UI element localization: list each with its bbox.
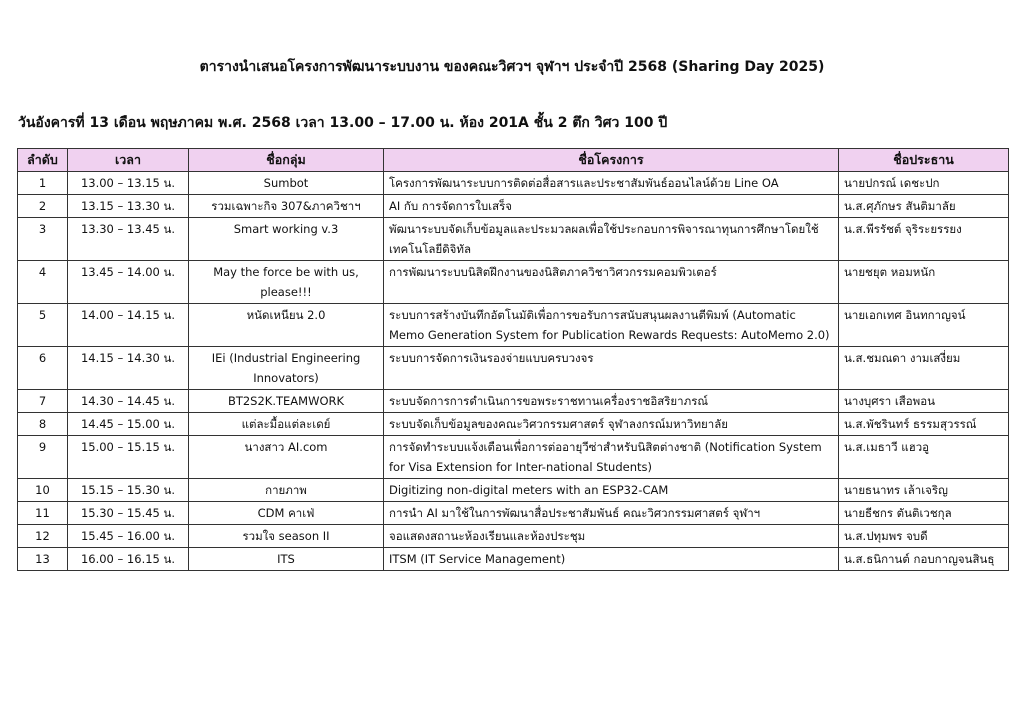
header-group-name: ชื่อกลุ่ม <box>189 149 384 172</box>
cell-chair-name: นายเอกเทศ อินทกาญจน์ <box>839 304 1009 347</box>
cell-group-name: IEi (Industrial Engineering Innovators) <box>189 347 384 390</box>
cell-chair-name: น.ส.ชมณดา งามเสงี่ยม <box>839 347 1009 390</box>
table-row <box>18 525 1009 548</box>
cell-project-name: จอแสดงสถานะห้องเรียนและห้องประชุม <box>384 525 839 548</box>
table-row <box>18 479 1009 502</box>
cell-group-name: Sumbot <box>189 172 384 195</box>
cell-order: 5 <box>18 304 68 347</box>
cell-time: 16.00 – 16.15 น. <box>68 548 189 571</box>
table-row <box>18 218 1009 261</box>
cell-chair-name: นายธีชกร ตันติเวชกุล <box>839 502 1009 525</box>
cell-chair-name: น.ส.เมธาวี แฮวอู <box>839 436 1009 479</box>
cell-time: 15.15 – 15.30 น. <box>68 479 189 502</box>
table-header-row <box>18 149 1009 172</box>
cell-order: 11 <box>18 502 68 525</box>
cell-project-name: ระบบจัดการการดำเนินการขอพระราชทานเครื่องราชอิสริยาภรณ์ <box>384 390 839 413</box>
cell-project-name: ระบบจัดเก็บข้อมูลของคณะวิศวกรรมศาสตร์ จุฬาลงกรณ์มหาวิทยาลัย <box>384 413 839 436</box>
cell-group-name: BT2S2K.TEAMWORK <box>189 390 384 413</box>
table-row <box>18 502 1009 525</box>
cell-order: 9 <box>18 436 68 479</box>
table-row <box>18 413 1009 436</box>
cell-group-name: แต่ละมื้อแต่ละเดย์ <box>189 413 384 436</box>
header-chair-name: ชื่อประธาน <box>839 149 1009 172</box>
cell-group-name: Smart working v.3 <box>189 218 384 261</box>
cell-project-name: โครงการพัฒนาระบบการติดต่อสื่อสารและประชาสัมพันธ์ออนไลน์ด้วย Line OA <box>384 172 839 195</box>
cell-chair-name: น.ส.พีรรัชต์ จุริระยรรยง <box>839 218 1009 261</box>
cell-project-name: การนำ AI มาใช้ในการพัฒนาสื่อประชาสัมพันธ์ คณะวิศวกรรมศาสตร์ จุฬาฯ <box>384 502 839 525</box>
cell-chair-name: น.ส.พัชรินทร์ ธรรมสุวรรณ์ <box>839 413 1009 436</box>
cell-project-name: การพัฒนาระบบนิสิตฝึกงานของนิสิตภาควิชาวิศวกรรมคอมพิวเตอร์ <box>384 261 839 304</box>
cell-order: 3 <box>18 218 68 261</box>
cell-time: 13.00 – 13.15 น. <box>68 172 189 195</box>
cell-group-name: รวมใจ season II <box>189 525 384 548</box>
cell-chair-name: น.ส.ศุภักษร สันติมาลัย <box>839 195 1009 218</box>
cell-chair-name: นางบุศรา เสือพอน <box>839 390 1009 413</box>
cell-project-name: Digitizing non-digital meters with an ESP32-CAM <box>384 479 839 502</box>
header-time: เวลา <box>68 149 189 172</box>
table-row <box>18 390 1009 413</box>
cell-project-name: การจัดทำระบบแจ้งเตือนเพื่อการต่ออายุวีซ่าสำหรับนิสิตต่างชาติ (Notification System for Visa Extension for Inter-national Students) <box>384 436 839 479</box>
cell-order: 13 <box>18 548 68 571</box>
table-row <box>18 304 1009 347</box>
cell-time: 15.00 – 15.15 น. <box>68 436 189 479</box>
cell-time: 13.45 – 14.00 น. <box>68 261 189 304</box>
table-row <box>18 347 1009 390</box>
cell-chair-name: นายชยุต หอมหนัก <box>839 261 1009 304</box>
cell-time: 13.30 – 13.45 น. <box>68 218 189 261</box>
cell-order: 8 <box>18 413 68 436</box>
cell-order: 6 <box>18 347 68 390</box>
document-title: ตารางนำเสนอโครงการพัฒนาระบบงาน ของคณะวิศวฯ จุฬาฯ ประจำปี 2568 (Sharing Day 2025) <box>199 59 825 75</box>
header-project-name: ชื่อโครงการ <box>384 149 839 172</box>
header-order: ลำดับ <box>18 149 68 172</box>
cell-time: 14.15 – 14.30 น. <box>68 347 189 390</box>
cell-project-name: ITSM (IT Service Management) <box>384 548 839 571</box>
cell-chair-name: นายปกรณ์ เดชะปก <box>839 172 1009 195</box>
cell-order: 4 <box>18 261 68 304</box>
event-date-location: วันอังคารที่ 13 เดือน พฤษภาคม พ.ศ. 2568 เวลา 13.00 – 17.00 น. ห้อง 201A ชั้น 2 ตึก วิศว 100 ปี <box>18 115 668 131</box>
cell-time: 14.30 – 14.45 น. <box>68 390 189 413</box>
cell-order: 1 <box>18 172 68 195</box>
cell-chair-name: น.ส.ธนิกานต์ กอบกาญจนสินธุ <box>839 548 1009 571</box>
cell-time: 13.15 – 13.30 น. <box>68 195 189 218</box>
cell-order: 12 <box>18 525 68 548</box>
cell-order: 2 <box>18 195 68 218</box>
cell-time: 14.45 – 15.00 น. <box>68 413 189 436</box>
cell-group-name: ITS <box>189 548 384 571</box>
table-body <box>18 172 1009 571</box>
cell-time: 15.45 – 16.00 น. <box>68 525 189 548</box>
cell-time: 14.00 – 14.15 น. <box>68 304 189 347</box>
table-row <box>18 172 1009 195</box>
cell-group-name: CDM คาเฟ่ <box>189 502 384 525</box>
cell-project-name: พัฒนาระบบจัดเก็บข้อมูลและประมวลผลเพื่อใช้ประกอบการพิจารณาทุนการศึกษาโดยใช้เทคโนโลยีดิจิทัล <box>384 218 839 261</box>
cell-order: 10 <box>18 479 68 502</box>
cell-group-name: หนัดเหนียน 2.0 <box>189 304 384 347</box>
cell-chair-name: นายธนาทร เล้าเจริญ <box>839 479 1009 502</box>
table-row <box>18 195 1009 218</box>
cell-time: 15.30 – 15.45 น. <box>68 502 189 525</box>
cell-group-name: รวมเฉพาะกิจ 307&ภาควิชาฯ <box>189 195 384 218</box>
table-row <box>18 436 1009 479</box>
cell-group-name: กายภาพ <box>189 479 384 502</box>
cell-group-name: May the force be with us, please!!! <box>189 261 384 304</box>
cell-chair-name: น.ส.ปทุมพร จบดี <box>839 525 1009 548</box>
cell-group-name: นางสาว AI.com <box>189 436 384 479</box>
table-row <box>18 548 1009 571</box>
cell-project-name: AI กับ การจัดการใบเสร็จ <box>384 195 839 218</box>
cell-project-name: ระบบการสร้างบันทึกอัตโนมัติเพื่อการขอรับการสนับสนุนผลงานตีพิมพ์ (Automatic Memo Generation System for Publication Rewards Requests: AutoMemo 2.0) <box>384 304 839 347</box>
presentation-schedule-table <box>17 148 1009 571</box>
table-row <box>18 261 1009 304</box>
cell-project-name: ระบบการจัดการเงินรองจ่ายแบบครบวงจร <box>384 347 839 390</box>
cell-order: 7 <box>18 390 68 413</box>
